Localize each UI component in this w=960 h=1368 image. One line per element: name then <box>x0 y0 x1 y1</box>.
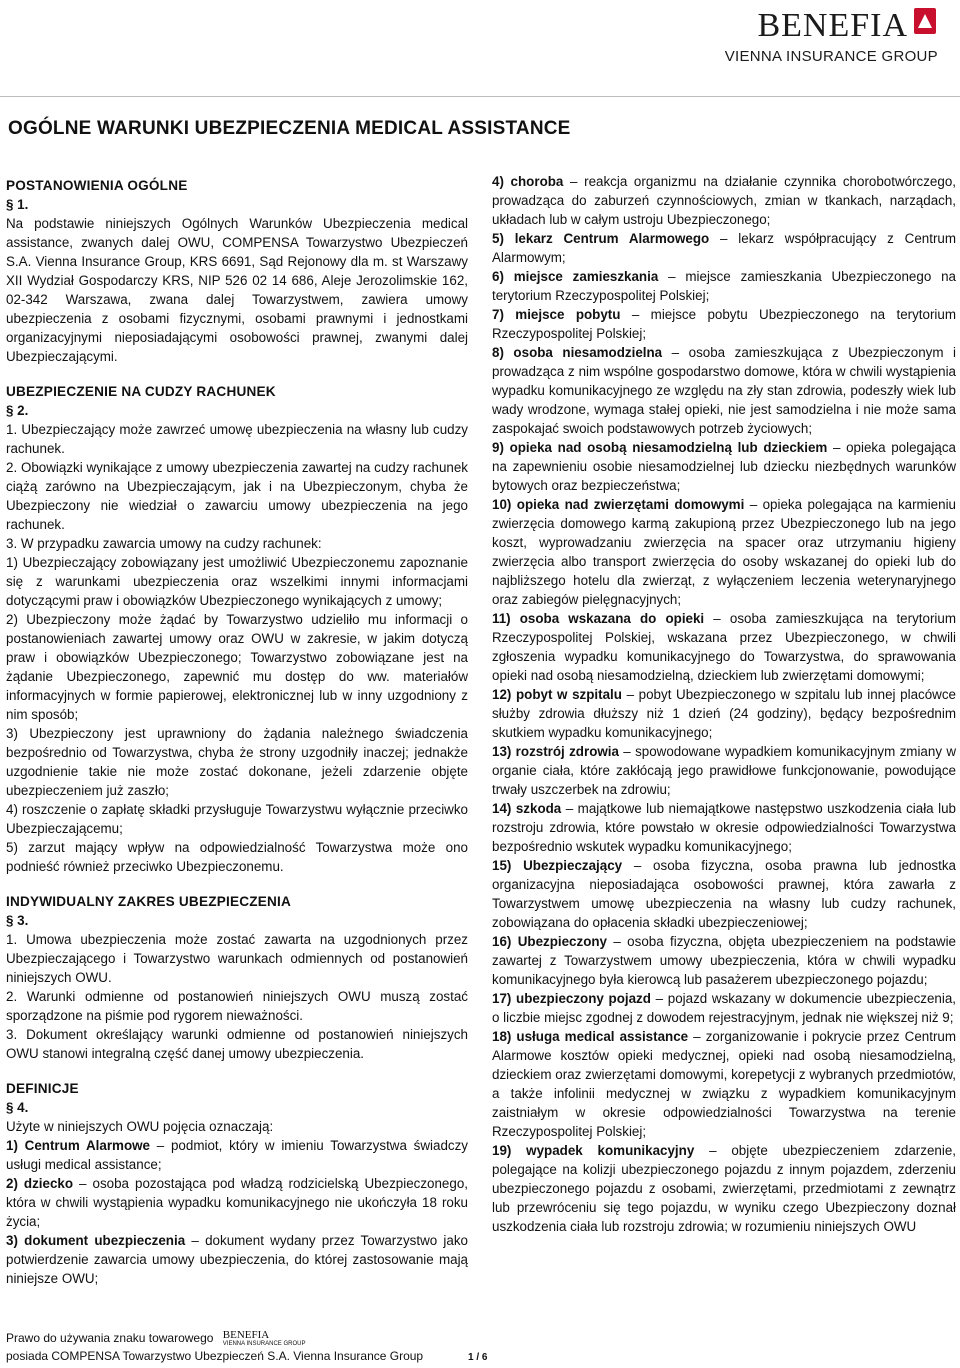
definition-term: 18) usługa medical assistance <box>492 1029 689 1044</box>
definition-16: 16) Ubezpieczony – osoba fizyczna, objęta ubezpieczeniem na podstawie zawartej z Towarzystwem umowy ubezpieczenia, która w chwili wypadku komunikacyjnego była kierowcą lub pasażerem ubezpieczonego pojazdu; <box>492 934 956 987</box>
definition-term: 10) opieka nad zwierzętami domowymi <box>492 497 745 512</box>
left-column <box>6 176 468 1288</box>
footer-line-1: Prawo do używania znaku towarowego BENEFIA VIENNA INSURANCE GROUP <box>6 1329 306 1347</box>
section-2-item-3: 3) Ubezpieczony jest uprawniony do żądania należnego świadczenia bezpośrednio od Towarzystwa, chyba że strony uzgodniły inaczej; jednakże uzgodnienie takie nie może zostać dokonane, jeżeli zdarzenie objęte ubezpieczeniem już zaszło; <box>6 726 468 798</box>
footer-logo: BENEFIA VIENNA INSURANCE GROUP <box>222 1329 306 1347</box>
section-2-point-1: 1. Ubezpieczający może zawrzeć umowę ubezpieczenia na własny lub cudzy rachunek. <box>6 422 468 456</box>
section-2-item-2: 2) Ubezpieczony może żądać by Towarzystwo udzieliło mu informacji o postanowieniach zawartej umowy oraz OWU w zakresie, w jakim dotyczą praw i obowiązków Ubezpieczonego; Towarzystwo zobowiązane jest na żądanie Ubezpieczonego, zapewnić mu dostęp do ww. materiałów informacyjnych w formie papierowej, elektronicznej lub w inny uzgodniony z nim sposób; <box>6 612 468 722</box>
section-heading-individual-scope: INDYWIDUALNY ZAKRES UBEZPIECZENIA <box>6 894 292 909</box>
definition-17: 17) ubezpieczony pojazd – pojazd wskazany w dokumencie ubezpieczenia, o liczbie miejsc zgodnej z dowodem rejestracyjnym, jednak nie większej niż 9; <box>492 991 956 1025</box>
definition-term: 17) ubezpieczony pojazd <box>492 991 651 1006</box>
right-column <box>492 172 956 1236</box>
definition-term: 14) szkoda <box>492 801 562 816</box>
definition-13: 13) rozstrój zdrowia – spowodowane wypadkiem komunikacyjnym zmiany w organie ciała, które zakłócają jego prawidłowe funkcjonowanie, powodujące trwały uszczerbek na zdrowiu; <box>492 744 957 797</box>
definition-9: 9) opieka nad osobą niesamodzielną lub dzieckiem – opieka polegająca na zapewnieniu osobie niesamodzielnej lub dziecku niezbędnych warunków bytowych oraz bezpieczeństwa; <box>492 440 957 493</box>
definition-term: 4) choroba <box>492 174 564 189</box>
definition-14: 14) szkoda – majątkowe lub niemajątkowe następstwo uszkodzenia ciała lub rozstroju zdrowia, które powstało w okresie odpowiedzialności Towarzystwa bezpośrednio wskutek wypadku komunikacyjnego; <box>492 801 956 854</box>
definition-term: 5) lekarz Centrum Alarmowego <box>492 231 710 246</box>
page-number: 1 / 6 <box>468 1352 488 1363</box>
section-heading-foreign-account: UBEZPIECZENIE NA CUDZY RACHUNEK <box>6 384 276 399</box>
section-number-2: § 2. <box>6 403 29 418</box>
definition-1: 1) Centrum Alarmowe – podmiot, który w imieniu Towarzystwa świadczy usługi medical assistance; <box>6 1138 468 1172</box>
page-footer <box>6 1330 423 1365</box>
section-3-point-3: 3. Dokument określający warunki odmienne od postanowień niniejszych OWU stanowi integralną część danej umowy ubezpieczenia. <box>6 1027 468 1061</box>
section-2-point-2: 2. Obowiązki wynikające z umowy ubezpieczenia zawartej na cudzy rachunek ciążą zarówno na Ubezpieczającym, jak i na Ubezpieczonym, chyba że Ubezpieczony nie wiedział o zawarciu umowy ubezpieczenia na jego rachunek. <box>6 460 468 532</box>
definition-8: 8) osoba niesamodzielna – osoba zamieszkująca z Ubezpieczonym i prowadząca z nim wspólne gospodarstwo domowe, która w chwili wystąpienia wypadku komunikacyjnego ze względu na zły stan zdrowia, podeszły wiek lub wady wrodzone, wymaga stałej opieki, nie jest samodzielna i nie może sama zaspokajać swoich podstawowych potrzeb życiowych; <box>492 345 956 436</box>
definition-term: 2) dziecko <box>6 1176 74 1191</box>
definition-term: 15) Ubezpieczający <box>492 858 623 873</box>
definitions-intro: Użyte w niniejszych OWU pojęcia oznaczają: <box>6 1119 274 1134</box>
definition-6: 6) miejsce zamieszkania – miejsce zamieszkania Ubezpieczonego na terytorium Rzeczypospolitej Polskiej; <box>492 269 956 303</box>
definition-18: 18) usługa medical assistance – zorganizowanie i pokrycie przez Centrum Alarmowe kosztów opieki medycznej, opieki nad osobą niesamodzielną, dzieckiem oraz zwierzętami domowymi, korepetycji z wybranych przedmiotów, a także infolinii medycznej w związku z wypadkiem komunikacyjnym zaistniałym w okresie odpowiedzialności Towarzystwa na terenie Rzeczypospolitej Polskiej; <box>492 1029 956 1139</box>
definition-term: 16) Ubezpieczony <box>492 934 608 949</box>
definition-12: 12) pobyt w szpitalu – pobyt Ubezpieczonego w szpitalu lub innej placówce służby zdrowia dłuższy niż 1 dzień (24 godziny), będący bezpośrednim skutkiem wypadku komunikacyjnego; <box>492 687 956 740</box>
definition-4: 4) choroba – reakcja organizmu na działanie czynnika chorobotwórczego, prowadząca do zaburzeń czynnościowych, zmian w tkankach, narządach, układach lub w całym ustroju Ubezpieczonego; <box>492 174 956 227</box>
definition-term: 7) miejsce pobytu <box>492 307 621 322</box>
section-number-3: § 3. <box>6 913 29 928</box>
definition-term: 8) osoba niesamodzielna <box>492 345 663 360</box>
definition-term: 19) wypadek komunikacyjny <box>492 1143 695 1158</box>
definition-term: 9) opieka nad osobą niesamodzielną lub dzieckiem <box>492 440 828 455</box>
section-2-item-1: 1) Ubezpieczający zobowiązany jest umożliwić Ubezpieczonemu zapoznanie się z warunkami ubezpieczenia oraz wszelkimi innymi informacjami dotyczącymi praw i obowiązków Ubezpieczonego wynikających z umowy; <box>6 555 468 608</box>
definition-19: 19) wypadek komunikacyjny – objęte ubezpieczeniem zdarzenie, polegające na kolizji ubezpieczonego pojazdu z innym pojazdem, zderzeniu ubezpieczonego pojazdu z osobami, zwierzętami, przedmiotami z zewnątrz lub przewróceniu się tego pojazdu, w wyniku czego Ubezpieczony doznał uszkodzenia ciała lub rozstroju zdrowia; w rozumieniu niniejszych OWU <box>492 1143 956 1234</box>
section-heading-general: POSTANOWIENIA OGÓLNE <box>6 178 188 193</box>
section-number-1: § 1. <box>6 197 29 212</box>
logo-subtitle: VIENNA INSURANCE GROUP <box>724 48 938 65</box>
header-divider <box>0 96 960 97</box>
section-number-4: § 4. <box>6 1100 29 1115</box>
section-2-item-4: 4) roszczenie o zapłatę składki przysługuje Towarzystwu wyłącznie przeciwko Ubezpieczającemu; <box>6 802 468 836</box>
definition-term: 6) miejsce zamieszkania <box>492 269 659 284</box>
section-2-item-5: 5) zarzut mający wpływ na odpowiedzialność Towarzystwa może ono podnieść również przeciwko Ubezpieczonemu. <box>6 840 468 874</box>
section-2-point-3: 3. W przypadku zawarcia umowy na cudzy rachunek: <box>6 536 322 551</box>
section-heading-definitions: DEFINICJE <box>6 1081 79 1096</box>
definition-15: 15) Ubezpieczający – osoba fizyczna, osoba prawna lub jednostka organizacyjna nieposiadająca osobowości prawnej, która zawarła z Towarzystwem umowę ubezpieczenia na własny lub cudzy rachunek, zobowiązana do opłacenia składki ubezpieczeniowej; <box>492 858 956 930</box>
definition-term: 13) rozstrój zdrowia <box>492 744 619 759</box>
definition-5: 5) lekarz Centrum Alarmowego – lekarz współpracujący z Centrum Alarmowym; <box>492 231 957 265</box>
section-1-paragraph: Na podstawie niniejszych Ogólnych Warunków Ubezpieczenia medical assistance, zwanych dalej OWU, COMPENSA Towarzystwo Ubezpieczeń S.A. Vienna Insurance Group, KRS 6691, Sąd Rejonowy dla m. st Warszawy XII Wydział Gospodarczy KRS, NIP 526 02 14 686, Aleje Jerozolimskie 162, 02-342 Warszawa, zwana dalej Towarzystwem, zawiera umowy ubezpieczenia z osobami fizycznymi, osobami prawnymi i jednostkami organizacyjnymi nieposiadającymi osobowości prawnej, zwanymi dalej Ubezpieczającymi. <box>6 216 468 364</box>
definition-term: 3) dokument ubezpieczenia <box>6 1233 186 1248</box>
logo-wordmark: BENEFIA <box>757 7 908 44</box>
definition-7: 7) miejsce pobytu – miejsce pobytu Ubezpieczonego na terytorium Rzeczypospolitej Polskiej; <box>492 307 957 341</box>
definition-term: 11) osoba wskazana do opieki <box>492 611 705 626</box>
definition-term: 1) Centrum Alarmowe <box>6 1138 150 1153</box>
section-3-point-1: 1. Umowa ubezpieczenia może zostać zawarta na uzgodnionych przez Ubezpieczającego i Towarzystwo warunkach odmiennych od postanowień niniejszych OWU. <box>6 932 468 985</box>
document-title: OGÓLNE WARUNKI UBEZPIECZENIA MEDICAL ASSISTANCE <box>8 118 571 139</box>
logo-mark-icon <box>912 6 938 36</box>
definition-2: 2) dziecko – osoba pozostająca pod władzą rodzicielską Ubezpieczonego, która w chwili wystąpienia wypadku komunikacyjnego nie ukończyła 18 roku życia; <box>6 1176 468 1229</box>
benefia-logo <box>702 6 938 65</box>
footer-line-2: posiada COMPENSA Towarzystwo Ubezpieczeń S.A. Vienna Insurance Group <box>6 1349 424 1363</box>
definition-10: 10) opieka nad zwierzętami domowymi – opieka polegająca na karmieniu zwierzęcia domowego karmą zakupioną przez Ubezpieczonego lub na jego koszt, wyprowadzaniu zwierzęcia na spacer oraz utrzymaniu higieny zwierzęcia albo transport zwierzęcia do osoby wskazanej do opieki lub do najbliższego hotelu dla zwierząt, z wyłączeniem leczenia weterynaryjnego oraz zabiegów pielęgnacyjnych; <box>492 497 956 607</box>
definition-3: 3) dokument ubezpieczenia – dokument wydany przez Towarzystwo jako potwierdzenie zawarcia umowy ubezpieczenia, do której zastosowanie mają niniejsze OWU; <box>6 1233 468 1286</box>
section-3-point-2: 2. Warunki odmienne od postanowień niniejszych OWU muszą zostać sporządzone na piśmie pod rygorem nieważności. <box>6 989 468 1023</box>
definition-11: 11) osoba wskazana do opieki – osoba zamieszkująca na terytorium Rzeczypospolitej Polskiej, wskazana przez Ubezpieczonego, w chwili zgłoszenia wypadku komunikacyjnego do Towarzystwa, do sprawowania opieki nad osobą niesamodzielną, dzieckiem lub zwierzętami domowymi; <box>492 611 956 683</box>
definition-term: 12) pobyt w szpitalu <box>492 687 622 702</box>
